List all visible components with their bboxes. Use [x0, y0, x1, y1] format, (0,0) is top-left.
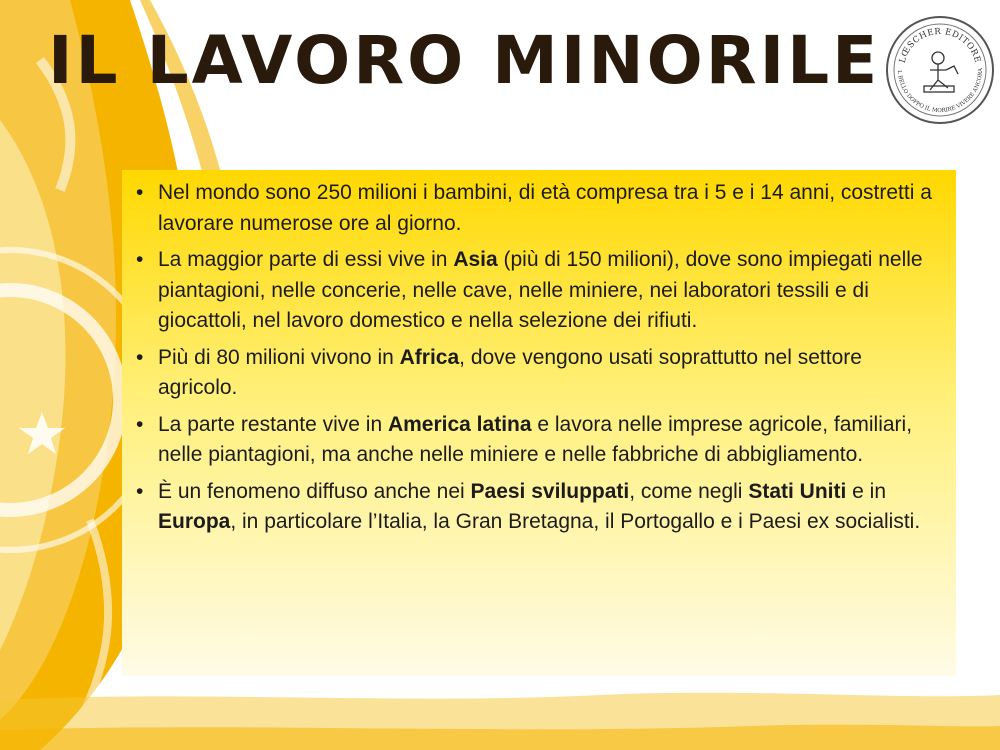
bullet-text: , come negli: [629, 479, 749, 503]
bullet-text: Nel mondo sono 250 milioni i bambini, di età compresa tra i 5 e i 14 anni, costretti a lavorare numerose ore al giorno.: [158, 181, 932, 235]
bullet-item: [134, 477, 944, 538]
bullet-text: È un fenomeno diffuso anche nei: [158, 479, 471, 503]
bullet-list: [134, 178, 944, 538]
logo-brand: LŒSCHER EDITORE: [897, 26, 983, 65]
bullet-item: [134, 410, 944, 471]
bullet-item: [134, 343, 944, 404]
bullet-text: , in particolare l’Italia, la Gran Bretagna, il Portogallo e i Paesi ex socialisti.: [230, 510, 921, 533]
bullet-item: [134, 178, 944, 239]
bullet-text: La maggior parte di essi vive in: [158, 248, 454, 271]
bullet-text: e in: [846, 479, 887, 503]
bullet-bold-text: Africa: [399, 345, 460, 369]
content-box: [122, 170, 956, 676]
bullet-bold-text: Asia: [453, 248, 498, 271]
bullet-bold-text: Europa: [158, 510, 231, 533]
logo-motto: L BELLO DOPPO IL MORIRE VIVERE ANCORA: [895, 68, 985, 115]
bullet-text: (più di 150 milioni), dove sono impiegati nelle piantagioni, nelle concerie, nelle cave, nelle miniere, nei laboratori tessili e di giocattoli, nel lavoro domestico e nella selezione dei rifiuti.: [158, 248, 923, 332]
bullet-text: La parte restante vive in: [158, 412, 388, 436]
bottom-yellow-wave: [0, 693, 1000, 750]
bullet-text: e lavora nelle imprese agricole, familiari, nelle piantagioni, ma anche nelle miniere e nelle fabbriche di abbigliamento.: [158, 412, 913, 466]
bullet-bold-text: America latina: [387, 412, 532, 436]
bullet-text: Più di 80 milioni vivono in: [158, 345, 400, 369]
slide-title: IL LAVORO MINORILE: [48, 22, 881, 99]
bullet-bold-text: Paesi sviluppati: [470, 479, 630, 503]
bullet-text: , dove vengono usati soprattutto nel settore agricolo.: [158, 345, 862, 399]
bullet-item: [134, 245, 944, 337]
publisher-seal-icon: [884, 14, 996, 126]
bullet-bold-text: Stati Uniti: [748, 479, 847, 503]
